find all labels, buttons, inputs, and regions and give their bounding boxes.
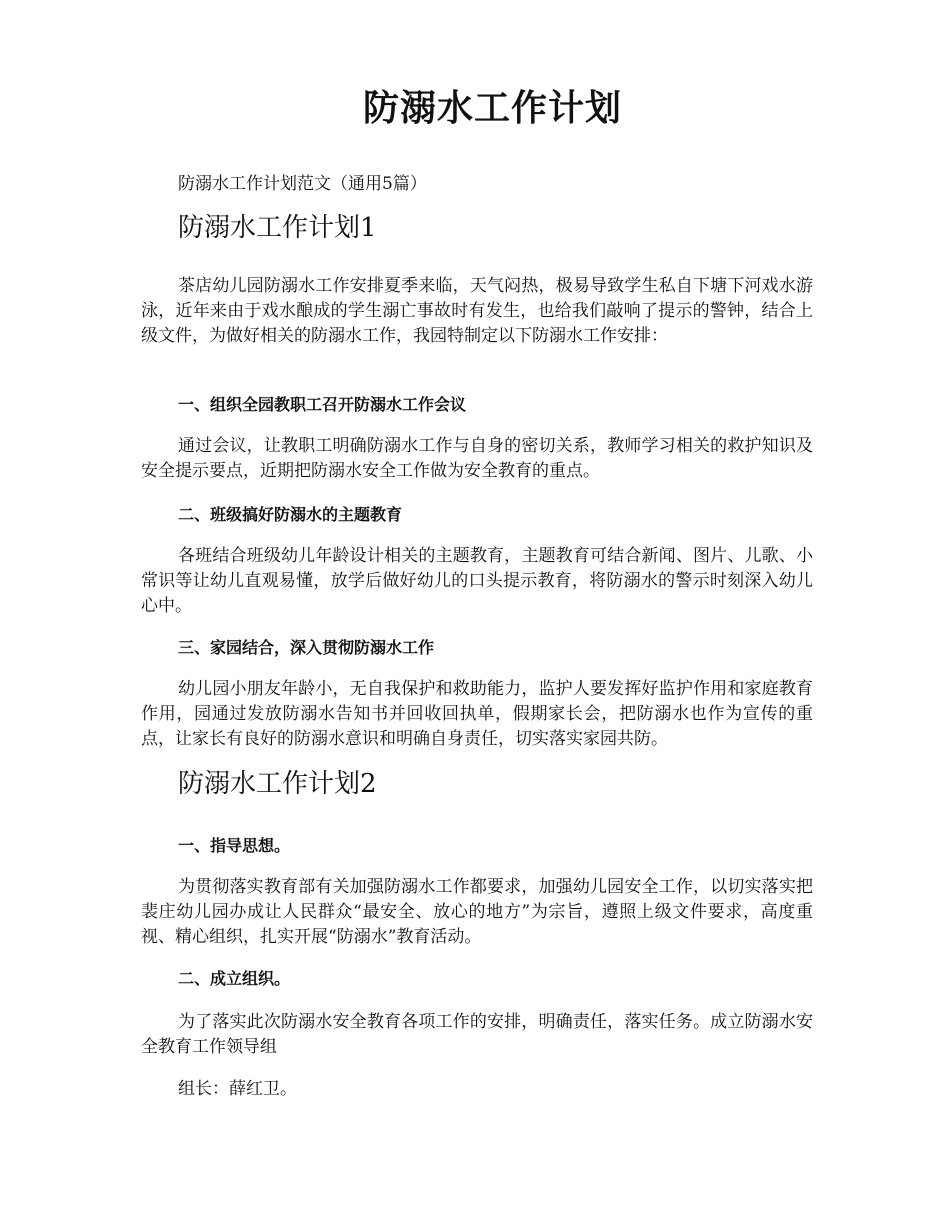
section-1-item-1-heading: 一、组织全园教职工召开防溺水工作会议 — [178, 395, 467, 414]
section-1-item-2-heading: 二、班级搞好防溺水的主题教育 — [178, 505, 403, 524]
section-2-heading: 防溺水工作计划2 — [178, 769, 377, 799]
section-1-item-1-text: 通过会议，让教职工明确防溺水工作与自身的密切关系，教师学习相关的救护知识及安全提示要点，近期把防溺水安全工作做为安全教育的重点。 — [141, 436, 813, 481]
document-subtitle: 防溺水工作计划范文（通用5篇） — [178, 174, 427, 194]
section-2-item-2-text: 为了落实此次防溺水安全教育各项工作的安排，明确责任，落实任务。成立防溺水安全教育工作领导组 — [141, 1012, 813, 1057]
section-1-heading: 防溺水工作计划1 — [178, 213, 377, 243]
section-1-item-3-text: 幼儿园小朋友年龄小，无自我保护和救助能力，监护人要发挥好监护作用和家庭教育作用，园通过发放防溺水告知书并回收回执单，假期家长会，把防溺水也作为宣传的重点，让家长有良好的防溺水意识和明确自身责任，切实落实家园共防。 — [141, 679, 813, 749]
section-2-item-2-heading: 二、成立组织。 — [178, 969, 291, 988]
section-1-item-3-heading: 三、家园结合，深入贯彻防溺水工作 — [178, 638, 435, 657]
document-title: 防溺水工作计划 — [362, 87, 622, 129]
section-2-item-1-text: 为贯彻落实教育部有关加强防溺水工作都要求，加强幼儿园安全工作，以切实落实把裴庄幼儿园办成让人民群众“最安全、放心的地方”为宗旨，遵照上级文件要求，高度重视、精心组织，扎实开展“防溺水”教育活动。 — [141, 877, 813, 947]
section-1-intro: 茶店幼儿园防溺水工作安排夏季来临，天气闷热，极易导致学生私自下塘下河戏水游泳，近年来由于戏水酿成的学生溺亡事故时有发生，也给我们敲响了提示的警钟，结合上级文件，为做好相关的防溺水工作，我园特制定以下防溺水工作安排： — [141, 276, 813, 346]
section-2-item-1-heading: 一、指导思想。 — [178, 836, 291, 855]
section-1-item-2-text: 各班结合班级幼儿年龄设计相关的主题教育，主题教育可结合新闻、图片、儿歌、小常识等让幼儿直观易懂，放学后做好幼儿的口头提示教育，将防溺水的警示时刻深入幼儿心中。 — [141, 546, 813, 616]
section-2-leader-line: 组长：薛红卫。 — [178, 1079, 297, 1099]
